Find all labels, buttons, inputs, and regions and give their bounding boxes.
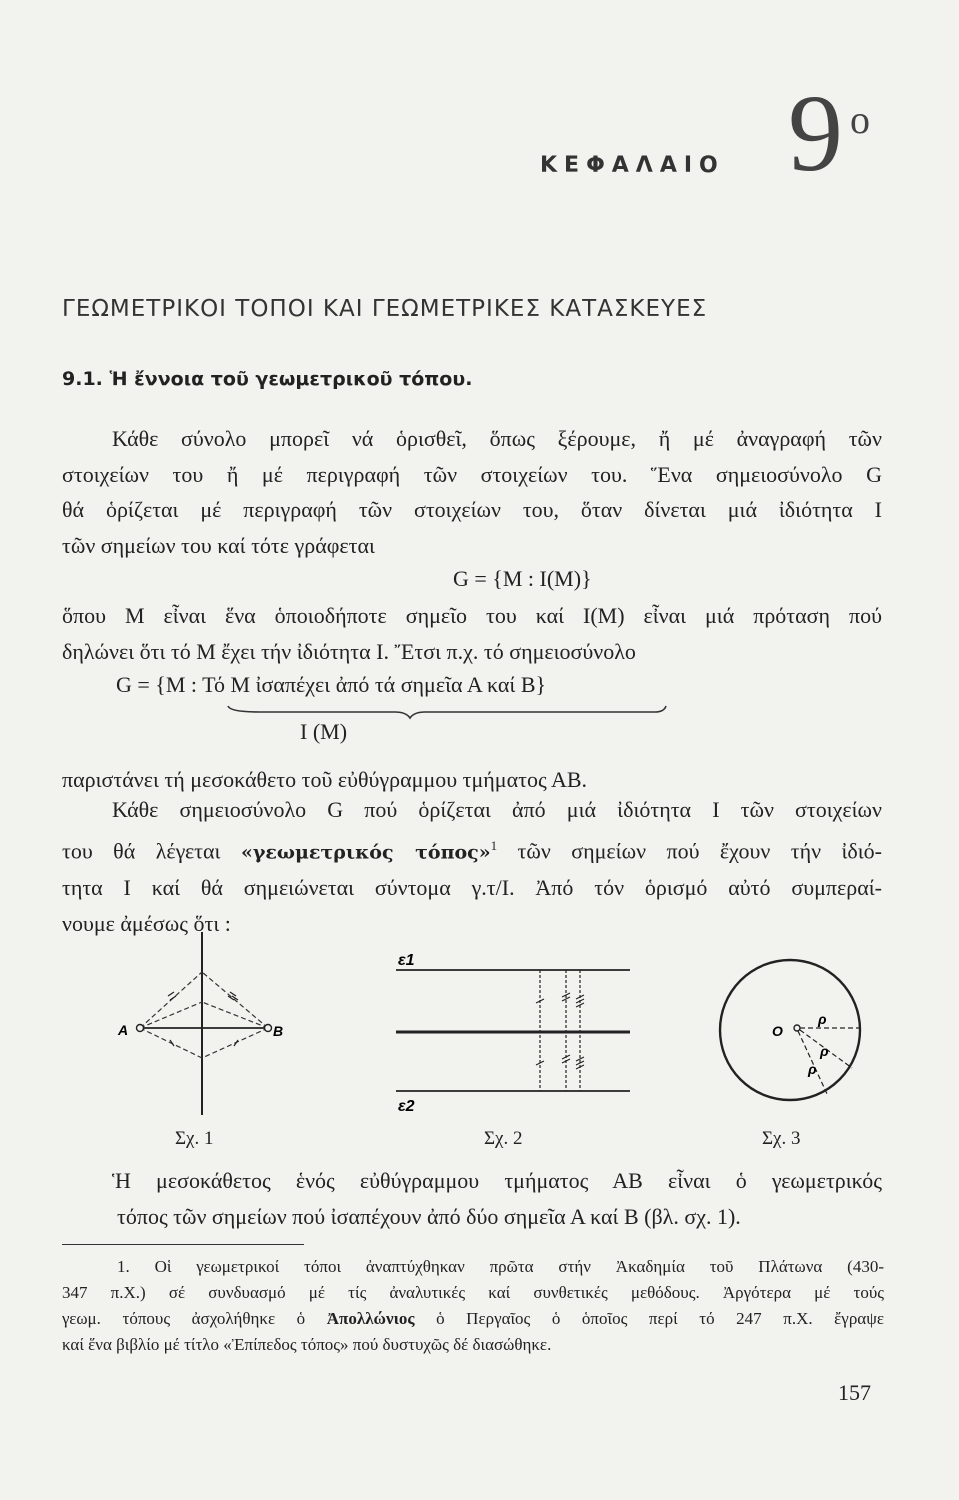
figure-3-caption: Σχ. 3 (762, 1128, 801, 1149)
chapter-number: 9 (788, 72, 843, 194)
radius-label: ρ (820, 1043, 829, 1059)
text-line: νουμε ἀμέσως ὅτι : (62, 910, 231, 936)
formula-set-description: G = {M : I(M)} (453, 566, 592, 591)
chapter-number-suffix: ο (850, 97, 870, 142)
footnote-line: 1. Οἱ γεωμετρικοί τόποι ἀναπτύχθηκαν πρῶτα στήν Ἀκαδημία τοῦ Πλάτωνα (430- (117, 1257, 884, 1276)
section-title: 9.1. Ἡ ἔννοια τοῦ γεωμετρικοῦ τόπου. (62, 368, 473, 390)
text-line: θά ὁρίζεται μέ περιγραφή τῶν στοιχείων του, ὅταν δίνεται μιά ἰδιότητα Ι (62, 497, 882, 522)
footnote-line: 347 π.Χ.) σέ συνδυασμό μέ τίς ἀναλυτικές καί συνθετικές μεθόδους. Ἀργότερα μέ τούς (62, 1283, 884, 1302)
center-o-label: O (772, 1023, 783, 1039)
figure-2-caption: Σχ. 2 (484, 1128, 523, 1149)
footnote (62, 1254, 884, 1358)
text-segment: του θά λέγεται (62, 837, 241, 863)
page-number: 157 (838, 1380, 871, 1405)
footnote-rule (62, 1244, 304, 1245)
term-geometric-locus: «γεωμετρικός τόπος» (240, 840, 491, 863)
text-line: στοιχείων του ἤ μέ περιγραφή τῶν στοιχείων του. Ἕνα σημειοσύνολο G (62, 461, 882, 487)
formula-suffix: } (535, 672, 547, 697)
text-line: τητα Ι καί θά σημειώνεται σύντομα γ.τ/Ι. Ἀπό τόν ὁρισμό αὐτό συμπεραί- (62, 875, 882, 901)
paragraph-conclusion (62, 1163, 882, 1234)
text-line: παριστάνει τή μεσοκάθετο τοῦ εὐθύγραμμου τμήματος ΑΒ. (62, 767, 588, 792)
footnote-line (62, 1306, 884, 1332)
text-line: τῶν σημείων του καί τότε γράφεται (62, 532, 375, 558)
text-line: δηλώνει ὅτι τό Μ ἔχει τήν ἰδιότητα Ι. Ἔτσι π.χ. τό σημειοσύνολο (62, 638, 636, 664)
text-segment: τῶν σημείων πού ἔχουν τήν ἰδιό- (497, 837, 883, 863)
radius-label: ρ (808, 1061, 817, 1077)
figure-1-caption: Σχ. 1 (175, 1128, 214, 1149)
formula-prefix: G = { (116, 672, 166, 697)
point-b-label: B (273, 1023, 284, 1039)
chapter-label: ΚΕΦΑΛΑΙΟ (540, 153, 725, 178)
text-segment: γεωμ. τόπους ἀσχολήθηκε ὁ (62, 1309, 327, 1328)
text-line: τόπος τῶν σημείων πού ἰσαπέχουν ἀπό δύο σημεῖα Α καί Β (βλ. σχ. 1). (117, 1203, 741, 1229)
figure-1-perpendicular-bisector (110, 930, 300, 1120)
text-segment: ὁ Περγαῖος ὁ ὁποῖος περί τό 247 π.Χ. ἔγραψε (414, 1309, 884, 1328)
point-a-label: A (118, 1022, 129, 1038)
underbrace-label: Ι (Μ) (300, 719, 348, 744)
text-line (62, 828, 882, 871)
name-apollonius: Ἀπολλώνιος (326, 1309, 415, 1328)
radius-label: ρ (818, 1011, 827, 1027)
text-line: Κάθε σημειοσύνολο G πού ὁρίζεται ἀπό μιά ἰδιότητα Ι τῶν στοιχείων (112, 797, 882, 822)
figure-3-circle (710, 950, 870, 1110)
formula-body: Μ : Τό Μ ἰσαπέχει ἀπό τά σημεῖα Α καί Β (165, 672, 536, 697)
chapter-title: ΓΕΩΜΕΤΡΙΚΟΙ ΤΟΠΟΙ ΚΑΙ ΓΕΩΜΕΤΡΙΚΕΣ ΚΑΤΑΣΚΕΥΕΣ (62, 296, 708, 322)
text-line: ὅπου Μ εἶναι ἕνα ὁποιοδήποτε σημεῖο του καί Ι(Μ) εἶναι μιά πρόταση πού (62, 603, 882, 628)
text-line: Κάθε σύνολο μπορεῖ νά ὁρισθεῖ, ὅπως ξέρουμε, ἤ μέ ἀναγραφή τῶν (112, 426, 882, 451)
footnote-line: καί ἕνα βιβλίο μέ τίτλο «Ἐπίπεδος τόπος» πού δυστυχῶς δέ διασώθηκε. (62, 1335, 552, 1354)
text-line: Ἡ μεσοκάθετος ἑνός εὐθύγραμμου τμήματος ΑΒ εἶναι ὁ γεωμετρικός (112, 1168, 882, 1193)
line-e2-label: ε2 (398, 1098, 415, 1115)
paragraph-locus-definition (62, 792, 882, 941)
footnote-marker: 1 (490, 837, 498, 853)
figure-2-parallel-lines (390, 945, 635, 1135)
line-e1-label: ε1 (398, 952, 415, 969)
